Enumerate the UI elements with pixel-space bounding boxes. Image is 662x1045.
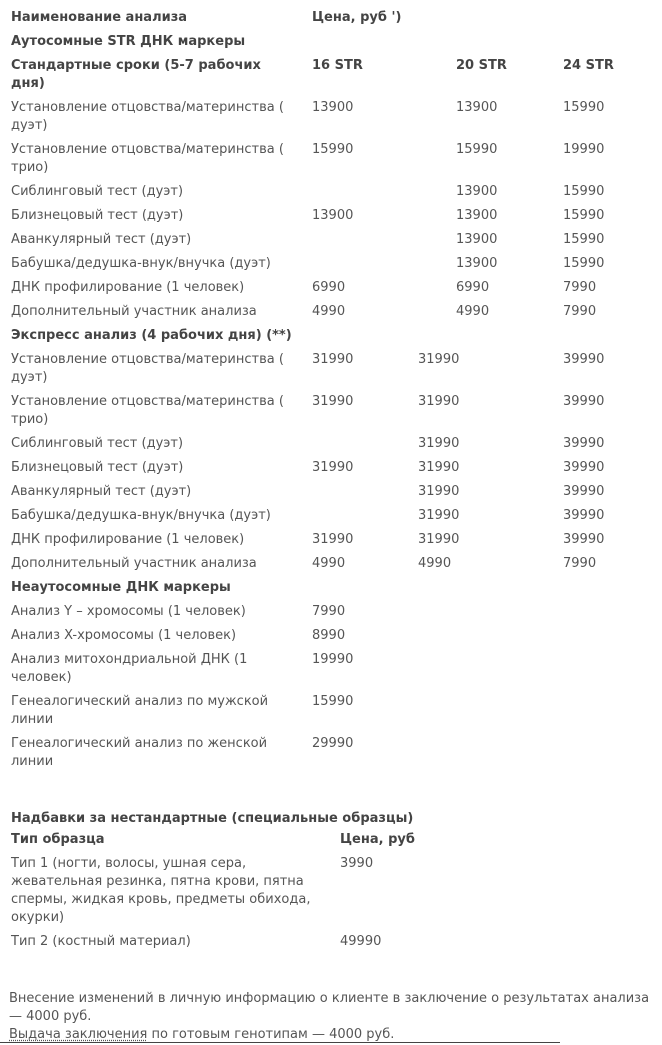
header-name: Наименование анализа (11, 10, 188, 25)
row-name: Генеалогический анализ по мужской линии (11, 694, 269, 727)
price-24: 7990 (563, 304, 597, 319)
price-16: 31990 (312, 532, 354, 547)
row-name: Тип 2 (костный материал) (11, 934, 191, 949)
price-24: 39990 (563, 532, 605, 547)
price-20: 31990 (418, 508, 460, 523)
ready-genotypes-text: по готовым генотипам — 4000 руб. (147, 1027, 395, 1042)
price-24: 19990 (563, 142, 605, 157)
row-name: Близнецовый тест (дуэт) (11, 460, 184, 475)
row-name: Установление отцовства/материнства ( трио) (11, 142, 284, 175)
section-title: Надбавки за нестандартные (специальные образцы) (11, 811, 414, 826)
price-16: 31990 (312, 460, 354, 475)
price-20: 31990 (418, 394, 460, 409)
col-16str: 16 STR (312, 58, 363, 73)
price-16: 15990 (312, 142, 354, 157)
row-name: Установление отцовства/материнства ( дуэт) (11, 352, 284, 385)
price: 7990 (312, 604, 346, 619)
price-24: 39990 (563, 460, 605, 475)
price: 19990 (312, 652, 354, 667)
ready-genotypes-link[interactable]: Выдача заключения (9, 1027, 148, 1042)
price-20: 31990 (418, 484, 460, 499)
row-name: Бабушка/дедушка-внук/внучка (дуэт) (11, 508, 271, 523)
change-info-note: Внесение изменений в личную информацию о клиенте в заключение о результатах анализа — 4000 руб. (9, 991, 650, 1024)
price-16: 31990 (312, 394, 354, 409)
price-20: 31990 (418, 532, 460, 547)
col-20str: 20 STR (456, 58, 507, 73)
price-20: 13900 (456, 256, 498, 271)
price-20: 13900 (456, 208, 498, 223)
price-20: 13900 (456, 100, 498, 115)
row-name: Сиблинговый тест (дуэт) (11, 436, 184, 451)
price-24: 15990 (563, 100, 605, 115)
price-24: 39990 (563, 436, 605, 451)
standard-title: Стандартные сроки (5-7 рабочих дня) (11, 58, 261, 91)
col-24str: 24 STR (563, 58, 614, 73)
price-16: 4990 (312, 304, 346, 319)
price-16: 13900 (312, 100, 354, 115)
price-24: 7990 (563, 280, 597, 295)
row-name: ДНК профилирование (1 человек) (11, 532, 245, 547)
row-name: Близнецовый тест (дуэт) (11, 208, 184, 223)
row-name: Аванкулярный тест (дуэт) (11, 232, 192, 247)
row-name: Аванкулярный тест (дуэт) (11, 484, 192, 499)
row-name: Установление отцовства/материнства ( трио) (11, 394, 284, 427)
price-20: 13900 (456, 232, 498, 247)
price-20: 6990 (456, 280, 490, 295)
price-20: 4990 (456, 304, 490, 319)
price-24: 39990 (563, 394, 605, 409)
price-20: 4990 (418, 556, 452, 571)
row-name: Бабушка/дедушка-внук/внучка (дуэт) (11, 256, 271, 271)
row-name: Анализ митохондриальной ДНК (1 человек) (11, 652, 248, 685)
price: 49990 (340, 934, 382, 949)
row-name: Анализ Y – хромосомы (1 человек) (11, 604, 246, 619)
row-name: Тип 1 (ногти, волосы, ушная сера, жевательная резинка, пятна крови, пятна спермы, жидкая кровь, предметы обихода, окурки) (11, 856, 311, 925)
price-24: 15990 (563, 184, 605, 199)
row-name: ДНК профилирование (1 человек) (11, 280, 245, 295)
row-name: Анализ X-хромосомы (1 человек) (11, 628, 237, 643)
price-16: 4990 (312, 556, 346, 571)
section-title: Неаутосомные ДНК маркеры (11, 580, 231, 595)
bottom-divider (0, 1042, 560, 1043)
price-16: 6990 (312, 280, 346, 295)
price-24: 39990 (563, 508, 605, 523)
header-type: Тип образца (11, 832, 105, 847)
price-20: 15990 (456, 142, 498, 157)
price: 15990 (312, 694, 354, 709)
price-24: 15990 (563, 208, 605, 223)
price-24: 39990 (563, 352, 605, 367)
price-16: 13900 (312, 208, 354, 223)
price-24: 15990 (563, 256, 605, 271)
header-price: Цена, руб (340, 832, 415, 847)
row-name: Дополнительный участник анализа (11, 304, 257, 319)
section-title: Аутосомные STR ДНК маркеры (11, 34, 246, 49)
price-20: 31990 (418, 436, 460, 451)
price: 8990 (312, 628, 346, 643)
price-24: 39990 (563, 484, 605, 499)
row-name: Дополнительный участник анализа (11, 556, 257, 571)
row-name: Сиблинговый тест (дуэт) (11, 184, 184, 199)
price-20: 31990 (418, 460, 460, 475)
price-20: 13900 (456, 184, 498, 199)
price-20: 31990 (418, 352, 460, 367)
header-price: Цена, руб ') (312, 10, 402, 25)
row-name: Генеалогический анализ по женской линии (11, 736, 268, 769)
price-24: 7990 (563, 556, 597, 571)
row-name: Установление отцовства/материнства ( дуэт) (11, 100, 284, 133)
price: 29990 (312, 736, 354, 751)
price: 3990 (340, 856, 374, 871)
price-24: 15990 (563, 232, 605, 247)
price-16: 31990 (312, 352, 354, 367)
express-title: Экспресс анализ (4 рабочих дня) (**) (11, 328, 292, 343)
